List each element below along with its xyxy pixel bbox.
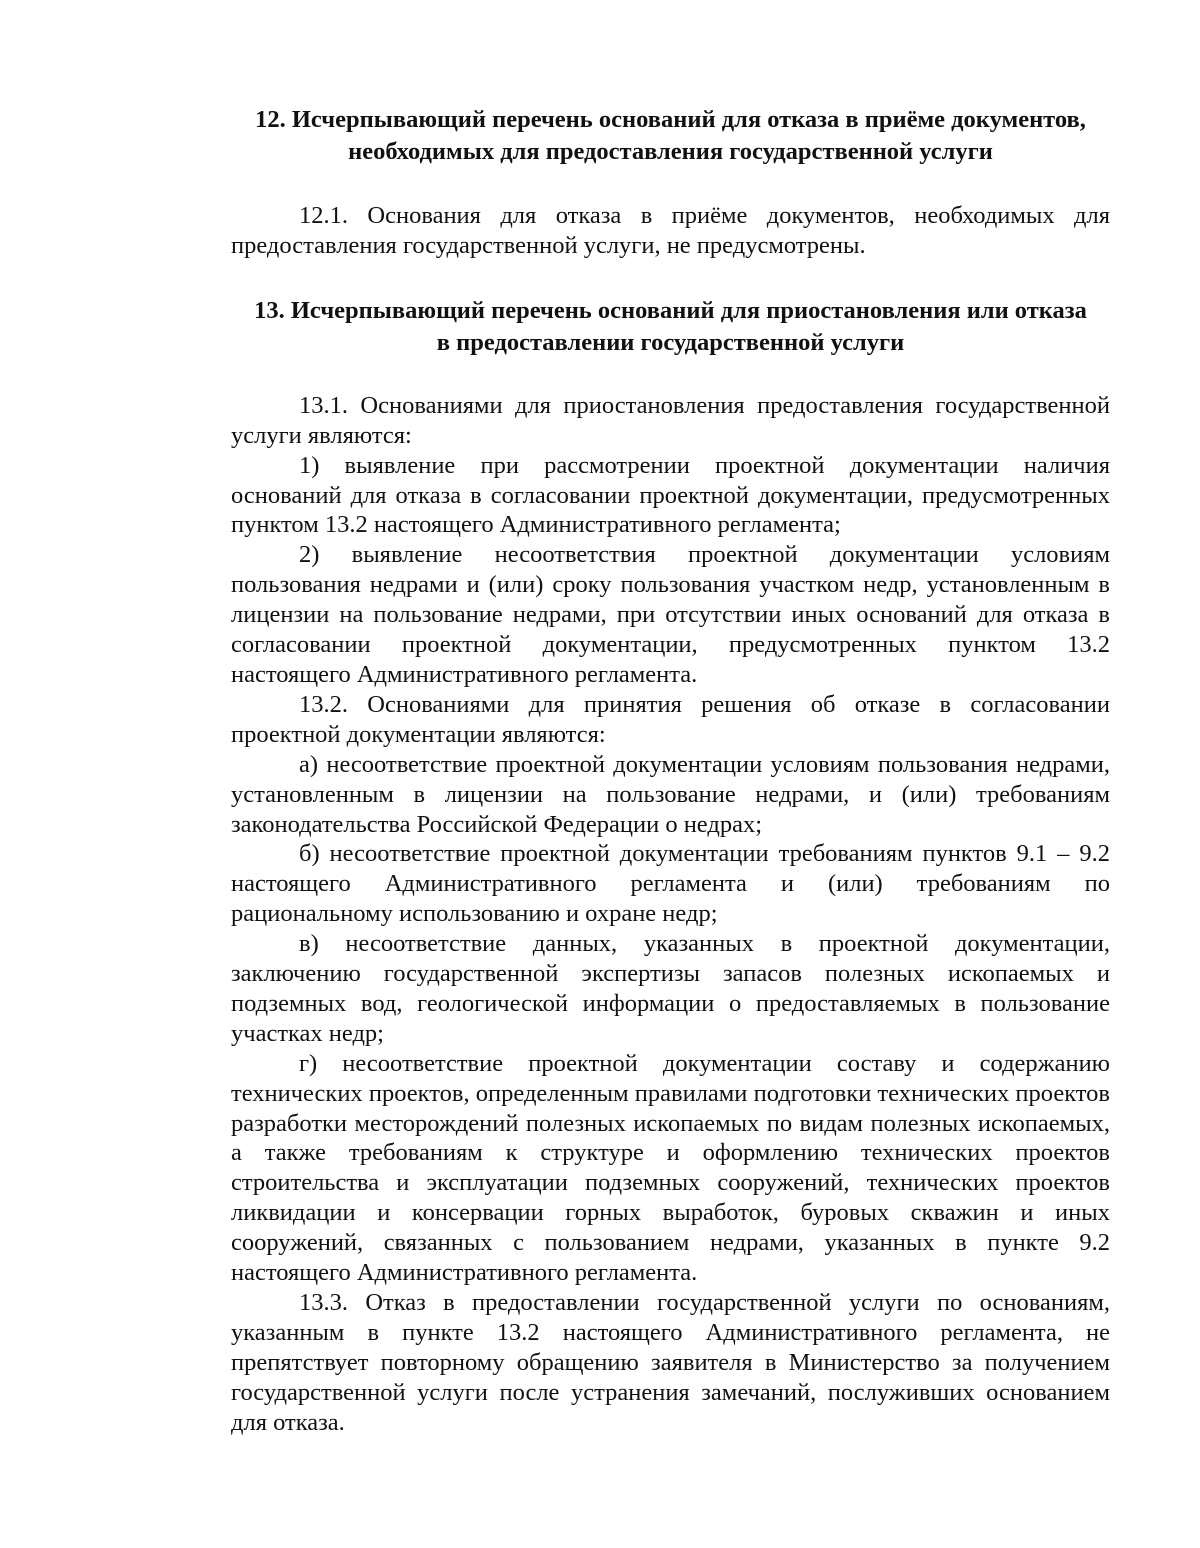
- paragraph-13-2-v: в) несоответствие данных, указанных в проектной документации, заключению государственной экспертизы запасов полезных ископаемых и подземных вод, геологической информации о предоставляемых в пользование участках недр;: [231, 930, 1110, 1047]
- section-12-heading-line-2: необходимых для предоставления государственной услуги: [348, 138, 993, 165]
- section-13-heading: [231, 295, 1110, 359]
- paragraph-13-1: 13.1. Основаниями для приостановления предоставления государственной услуги являются:: [231, 391, 1110, 449]
- paragraph-13-2-a: а) несоответствие проектной документации условиям пользования недрами, установленным в лицензии на пользование недрами, и (или) требованиям законодательства Российской Федерации о недрах;: [231, 750, 1110, 838]
- section-13-heading-line-2: в предоставлении государственной услуги: [436, 328, 905, 356]
- paragraph-13-3: 13.3. Отказ в предоставлении государственной услуги по основаниям, указанным в пункте 13.2 настоящего Административного регламента, не препятствует повторному обращению заявителя в Министерство за получением государственной услуги после устранения замечаний, послуживших основанием для отказа.: [231, 1289, 1110, 1436]
- paragraph-13-2: 13.2. Основаниями для принятия решения об отказе в согласовании проектной документации являются:: [231, 690, 1110, 748]
- section-13-heading-line-1: 13. Исчерпывающий перечень оснований для приостановления или отказа: [254, 296, 1087, 324]
- paragraph-13-1-item-1: 1) выявление при рассмотрении проектной документации наличия оснований для отказа в согласовании проектной документации, предусмотренных пунктом 13.2 настоящего Административного регламента;: [231, 451, 1110, 539]
- spacer: [231, 168, 1110, 201]
- section-12-heading: [231, 104, 1110, 168]
- paragraph-13-1-item-2: 2) выявление несоответствия проектной документации условиям пользования недрами и (или) сроку пользования участком недр, установленным в лицензии на пользование недрами, при отсутствии иных оснований для отказа в согласовании проектной документации, предусмотренных пунктом 13.2 настоящего Административного регламента.: [231, 541, 1110, 688]
- spacer: [231, 359, 1110, 391]
- section-12-heading-line-1: 12. Исчерпывающий перечень оснований для отказа в приёме документов,: [255, 106, 1086, 133]
- paragraph-13-2-b: б) несоответствие проектной документации требованиям пунктов 9.1 – 9.2 настоящего Административного регламента и (или) требованиям по рациональному использованию и охране недр;: [231, 840, 1110, 928]
- paragraph-12-1: 12.1. Основания для отказа в приёме документов, необходимых для предоставления государственной услуги, не предусмотрены.: [231, 202, 1110, 259]
- document-body: [231, 104, 1110, 1438]
- spacer: [231, 261, 1110, 295]
- paragraph-13-2-g: г) несоответствие проектной документации составу и содержанию технических проектов, определенным правилами подготовки технических проектов разработки месторождений полезных ископаемых по видам полезных ископаемых, а также требованиям к структуре и оформлению технических проектов строительства и эксплуатации подземных сооружений, технических проектов ликвидации и консервации горных выработок, буровых скважин и иных сооружений, связанных с пользованием недрами, указанных в пункте 9.2 настоящего Административного регламента.: [231, 1049, 1110, 1287]
